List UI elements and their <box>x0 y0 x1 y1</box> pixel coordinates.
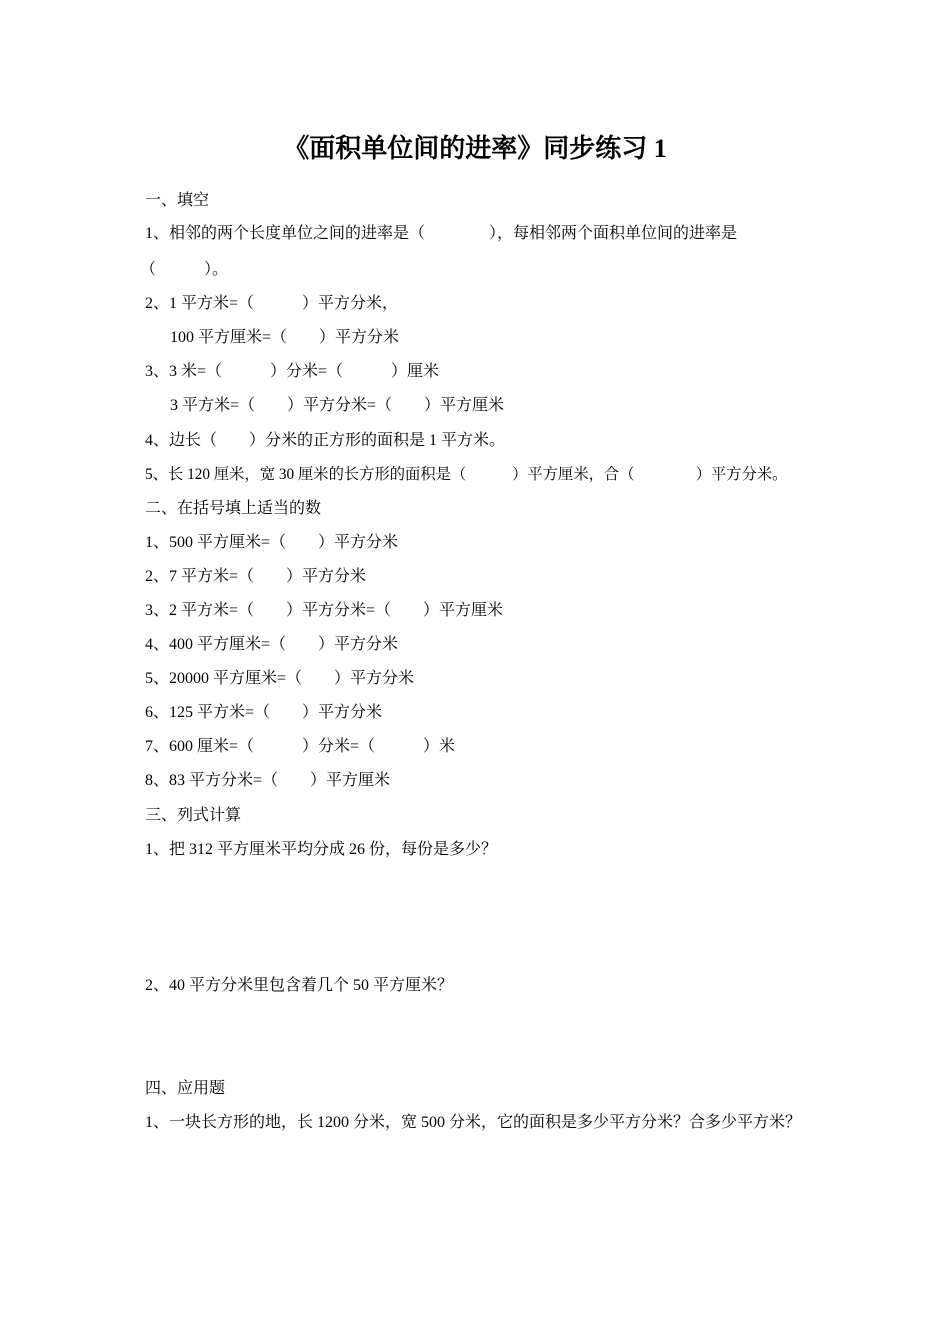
question-2-line-1: 2、1 平方米=（ ）平方分米， <box>145 295 399 312</box>
question-2-line-2: 100 平方厘米=（ ）平方分米 <box>170 329 400 346</box>
list-item: 7、600 厘米=（ ）分米=（ ）米 <box>145 738 456 755</box>
section-heading-fill-blank: 一、填空 <box>145 192 210 209</box>
section-heading-brackets: 二、在括号填上适当的数 <box>145 500 322 517</box>
calculation-question-1: 1、把 312 平方厘米平均分成 26 份，每份是多少？ <box>145 841 498 858</box>
list-item: 2、7 平方米=（ ）平方分米 <box>145 568 367 585</box>
section-heading-application: 四、应用题 <box>145 1080 226 1097</box>
page-title: 《面积单位间的进率》同步练习 1 <box>283 134 667 163</box>
list-item: 3、2 平方米=（ ）平方分米=（ ）平方厘米 <box>145 602 504 619</box>
application-question-1: 1、一块长方形的地，长 1200 分米，宽 500 分米，它的面积是多少平方分米？合多少平方米？ <box>145 1114 802 1131</box>
section-heading-calculation: 三、列式计算 <box>145 807 242 824</box>
list-item: 1、500 平方厘米=（ ）平方分米 <box>145 534 399 551</box>
question-3-line-2: 3 平方米=（ ）平方分米=（ ）平方厘米 <box>170 397 505 414</box>
list-item: 5、20000 平方厘米=（ ）平方分米 <box>145 670 415 687</box>
calculation-question-2: 2、40 平方分米里包含着几个 50 平方厘米？ <box>145 977 454 994</box>
question-3-line-1: 3、3 米=（ ）分米=（ ）厘米 <box>145 363 440 380</box>
question-1-line-2: （ ）。 <box>140 261 229 278</box>
question-4: 4、边长（ ）分米的正方形的面积是 1 平方米。 <box>145 432 506 449</box>
list-item: 6、125 平方米=（ ）平方分米 <box>145 704 383 721</box>
question-1-line-1: 1、相邻的两个长度单位之间的进率是（ ），每相邻两个面积单位间的进率是 <box>145 225 738 242</box>
list-item: 8、83 平方分米=（ ）平方厘米 <box>145 772 391 789</box>
question-5: 5、长 120 厘米，宽 30 厘米的长方形的面积是（ ）平方厘米，合（ ）平方分米。 <box>145 466 788 483</box>
list-item: 4、400 平方厘米=（ ）平方分米 <box>145 636 399 653</box>
